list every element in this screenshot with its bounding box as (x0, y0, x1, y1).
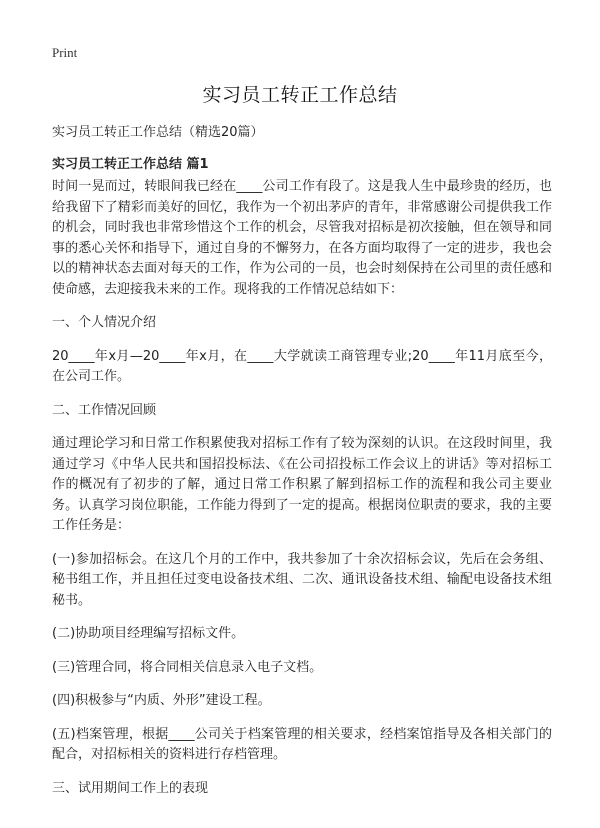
document-body (52, 177, 552, 812)
section-heading: 实习员工转正工作总结 篇1 (52, 157, 209, 172)
document-subtitle: 实习员工转正工作总结（精选20篇） (52, 125, 264, 140)
print-link[interactable]: Print (52, 45, 78, 60)
paragraph-personal-info: 20____年x月—20____年x月，在____大学就读工商管理专业;20____年11月底至今，在公司工作。 (52, 348, 552, 384)
document-title: 实习员工转正工作总结 (202, 84, 398, 106)
heading-probation-performance: 三、试用期间工作上的表现 (52, 780, 209, 796)
list-item-task-1: (一)参加招标会。在这几个月的工作中，我共参加了十余次招标会议，先后在会务组、秘书组工作，并且担任过变电设备技术组、二次、通讯设备技术组、输配电设备技术组秘书。 (52, 551, 552, 608)
heading-work-review: 二、工作情况回顾 (52, 402, 157, 418)
list-item-task-2: (二)协助项目经理编写招标文件。 (52, 626, 245, 641)
list-item-task-4: (四)积极参与“内质、外形”建设工程。 (52, 693, 271, 708)
heading-personal-info: 一、个人情况介绍 (52, 315, 157, 330)
list-item-task-5: (五)档案管理，根据____公司关于档案管理的相关要求，经档案馆指导及各相关部门的配合，对招标相关的资料进行存档管理。 (52, 726, 552, 762)
list-item-task-3: (三)管理合同，将合同相关信息录入电子文档。 (52, 659, 323, 675)
paragraph-work-review: 通过理论学习和日常工作积累使我对招标工作有了较为深刻的认识。在这段时间里，我通过学习《中华人民共和国招投标法、《在公司招投标工作会议上的讲话》等对招标工作的概况有了初步的了解，通过日常工作积累了解到招标工作的流程和我公司主要业务。认真学习岗位职能，工作能力得到了一定的提高。根据岗位职责的要求，我的主要工作任务是： (52, 436, 552, 533)
paragraph-intro: 时间一晃而过，转眼间我已经在____公司工作有段了。这是我人生中最珍贵的经历，也给我留下了精彩而美好的回忆，我作为一个初出茅庐的青年，非常感谢公司提供我工作的机会，同时我也非常珍惜这个工作的机会，尽管我对招标是初次接触，但在领导和同事的悉心关怀和指导下，通过自身的不懈努力，在各方面均取得了一定的进步，我也会以的精神状态去面对每天的工作，作为公司的一员，也会时刻保持在公司里的责任感和使命感，去迎接我未来的工作。现将我的工作情况总结如下： (52, 179, 552, 297)
